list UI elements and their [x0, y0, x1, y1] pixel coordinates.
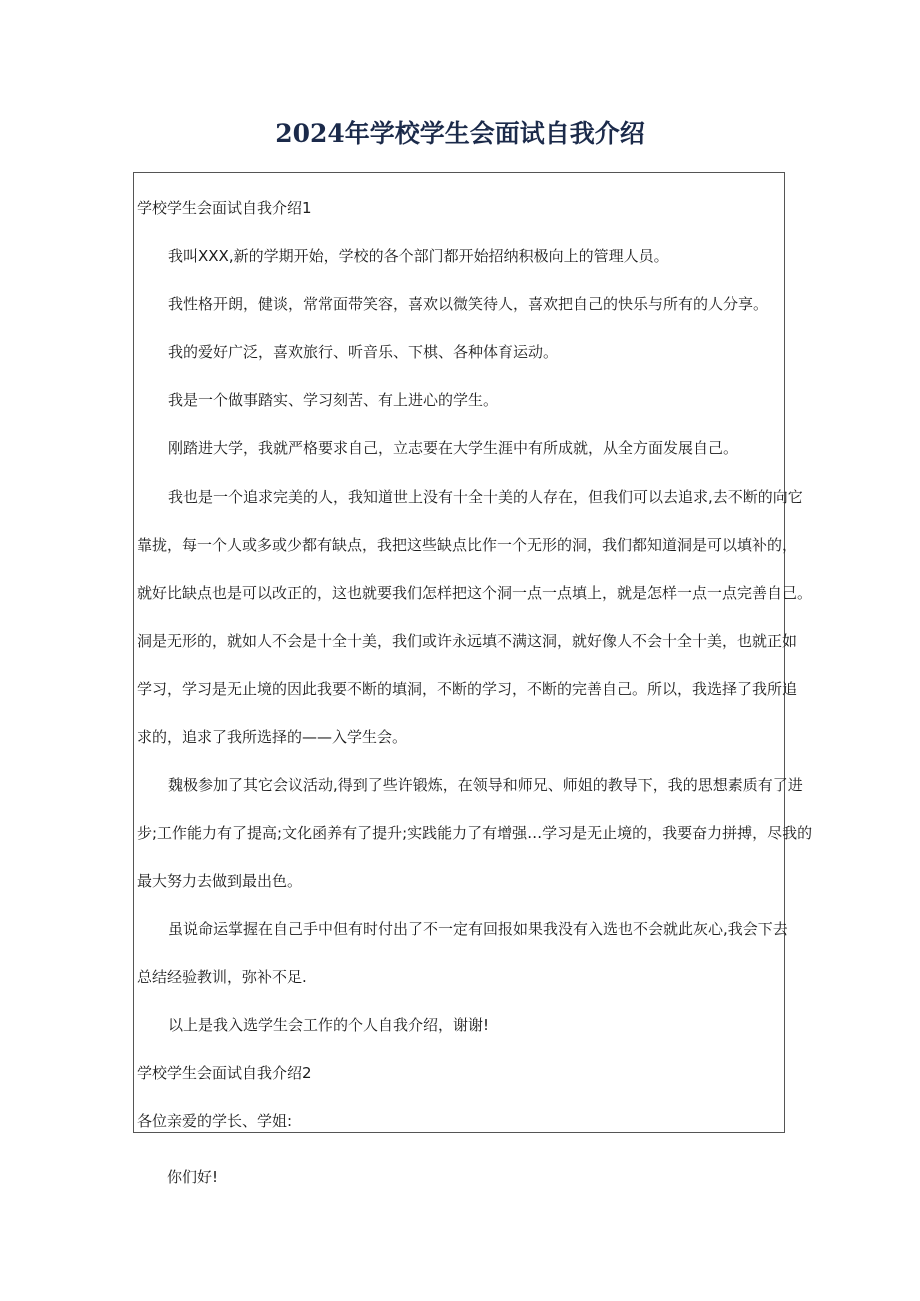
- paragraph-line: 步;工作能力有了提高;文化函养有了提升;实践能力了有增强…学习是无止境的，我要奋力拼搏，尽我的: [137, 824, 813, 842]
- paragraph-line: 我是一个做事踏实、学习刻苦、有上进心的学生。: [168, 391, 499, 409]
- paragraph-line: 总结经验教训，弥补不足.: [137, 968, 307, 986]
- paragraph-line: 求的，追求了我所选择的——入学生会。: [137, 728, 408, 746]
- paragraph-line: 靠拢，每一个人或多或少都有缺点，我把这些缺点比作一个无形的洞，我们都知道洞是可以填补的，: [137, 536, 798, 554]
- paragraph-line: 魏极参加了其它会议活动,得到了些许锻炼，在领导和师兄、师姐的教导下，我的思想素质有了进: [168, 776, 803, 794]
- paragraph-line: 刚踏进大学，我就严格要求自己，立志要在大学生涯中有所成就，从全方面发展自己。: [168, 439, 739, 457]
- paragraph-line: 以上是我入选学生会工作的个人自我介绍，谢谢!: [168, 1016, 490, 1034]
- paragraph-line: 我叫XXX,新的学期开始，学校的各个部门都开始招纳积极向上的管理人员。: [168, 247, 669, 265]
- greeting: 你们好!: [167, 1168, 219, 1186]
- paragraph-line: 虽说命运掌握在自己手中但有时付出了不一定有回报如果我没有入选也不会就此灰心,我会下去: [168, 920, 788, 938]
- paragraph-line: 洞是无形的，就如人不会是十全十美，我们或许永远填不满这洞，就好像人不会十全十美，也就正如: [137, 632, 798, 650]
- salutation: 各位亲爱的学长、学姐:: [137, 1112, 293, 1130]
- paragraph-line: 就好比缺点也是可以改正的，这也就要我们怎样把这个洞一点一点填上，就是怎样一点一点完善自己。: [137, 584, 813, 602]
- paragraph-line: 最大努力去做到最出色。: [137, 872, 303, 890]
- paragraph-line: 我的爱好广泛，喜欢旅行、听音乐、下棋、各种体育运动。: [168, 343, 559, 361]
- paragraph-line: 我也是一个追求完美的人，我知道世上没有十全十美的人存在，但我们可以去追求,去不断的向它: [168, 488, 803, 506]
- document-table-cell: [133, 172, 813, 1133]
- paragraph-line: 我性格开朗，健谈，常常面带笑容，喜欢以微笑待人，喜欢把自己的快乐与所有的人分享。: [168, 295, 769, 313]
- section-heading-1: 学校学生会面试自我介绍1: [137, 199, 312, 217]
- document-title: 2024年学校学生会面试自我介绍: [275, 119, 645, 148]
- paragraph-line: 学习，学习是无止境的因此我要不断的填洞，不断的学习，不断的完善自己。所以，我选择了我所追: [137, 680, 798, 698]
- section-heading-2: 学校学生会面试自我介绍2: [137, 1064, 312, 1082]
